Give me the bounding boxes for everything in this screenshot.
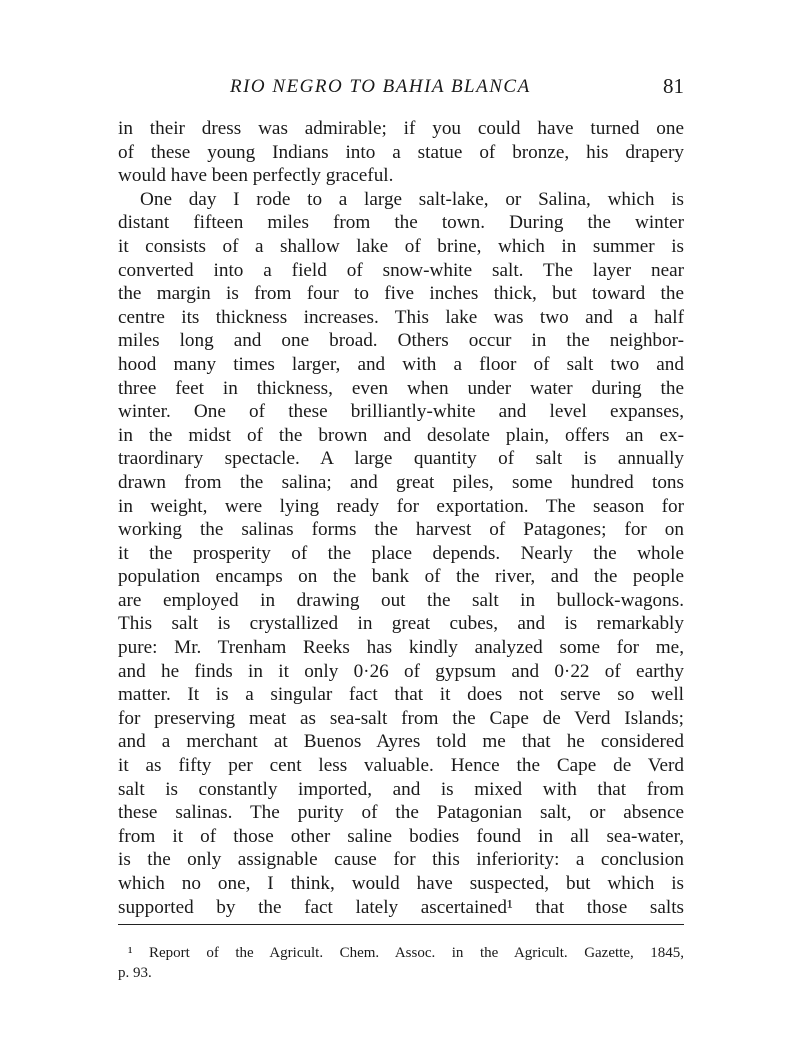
text-line: these salinas. The purity of the Patagonian salt, or absence: [118, 802, 684, 824]
text-line: it as fifty per cent less valuable. Hence the Cape de Verd: [118, 755, 684, 777]
text-line: and a merchant at Buenos Ayres told me that he considered: [118, 731, 684, 753]
text-line: it the prosperity of the place depends. Nearly the whole: [118, 542, 684, 564]
text-line: three feet in thickness, even when under water during the: [118, 377, 684, 399]
text-line: working the salinas forms the harvest of Patagones; for on: [118, 519, 684, 541]
text-line: winter. One of these brilliantly-white and level expanses,: [118, 401, 684, 423]
text-line: traordinary spectacle. A large quantity of salt is annually: [118, 448, 684, 470]
footnote-line: ¹ Report of the Agricult. Chem. Assoc. in the Agricult. Gazette, 1845,: [128, 945, 684, 961]
text-line: One day I rode to a large salt-lake, or Salina, which is: [140, 188, 684, 210]
text-line: hood many times larger, and with a floor of salt two and: [118, 353, 684, 375]
text-line: centre its thickness increases. This lake was two and a half: [118, 306, 684, 328]
text-line: pure: Mr. Trenham Reeks has kindly analyzed some for me,: [118, 637, 684, 659]
body-text: [118, 117, 684, 919]
text-line: from it of those other saline bodies found in all sea-water,: [118, 825, 684, 847]
text-line: are employed in drawing out the salt in bullock-wagons.: [118, 589, 684, 611]
footnote-line: p. 93.: [118, 965, 152, 981]
footnote: [118, 943, 684, 983]
text-line: it consists of a shallow lake of brine, which in summer is: [118, 235, 684, 257]
text-line: of these young Indians into a statue of bronze, his drapery: [118, 141, 684, 163]
text-line: drawn from the salina; and great piles, some hundred tons: [118, 471, 684, 493]
text-line: in weight, were lying ready for exportation. The season for: [118, 495, 684, 517]
text-line: and he finds in it only 0·26 of gypsum and 0·22 of earthy: [118, 660, 684, 682]
text-line: miles long and one broad. Others occur in the neighbor-: [118, 330, 684, 352]
text-line: which no one, I think, would have suspected, but which is: [118, 873, 684, 894]
text-line: matter. It is a singular fact that it does not serve so well: [118, 684, 684, 706]
text-line: is the only assignable cause for this inferiority: a conclusion: [118, 849, 684, 871]
text-line: converted into a field of snow-white salt. The layer near: [118, 259, 684, 281]
text-line: would have been perfectly graceful.: [118, 165, 394, 187]
text-line: This salt is crystallized in great cubes, and is remarkably: [118, 613, 684, 635]
page-header: [118, 76, 684, 106]
text-line: the margin is from four to five inches thick, but toward the: [118, 283, 684, 305]
text-line: for preserving meat as sea-salt from the Cape de Verd Islands;: [118, 707, 684, 729]
text-line: distant fifteen miles from the town. During the winter: [118, 212, 684, 234]
running-head: RIO NEGRO TO BAHIA BLANCA: [230, 76, 531, 97]
text-line: population encamps on the bank of the river, and the people: [118, 566, 684, 588]
footnote-divider: [118, 924, 684, 925]
text-line: in the midst of the brown and desolate plain, offers an ex-: [118, 424, 684, 446]
text-line: salt is constantly imported, and is mixed with that from: [118, 778, 684, 800]
text-line: in their dress was admirable; if you could have turned one: [118, 118, 684, 139]
text-line: supported by the fact lately ascertained¹ that those salts: [118, 896, 684, 918]
page-number: 81: [663, 74, 684, 98]
